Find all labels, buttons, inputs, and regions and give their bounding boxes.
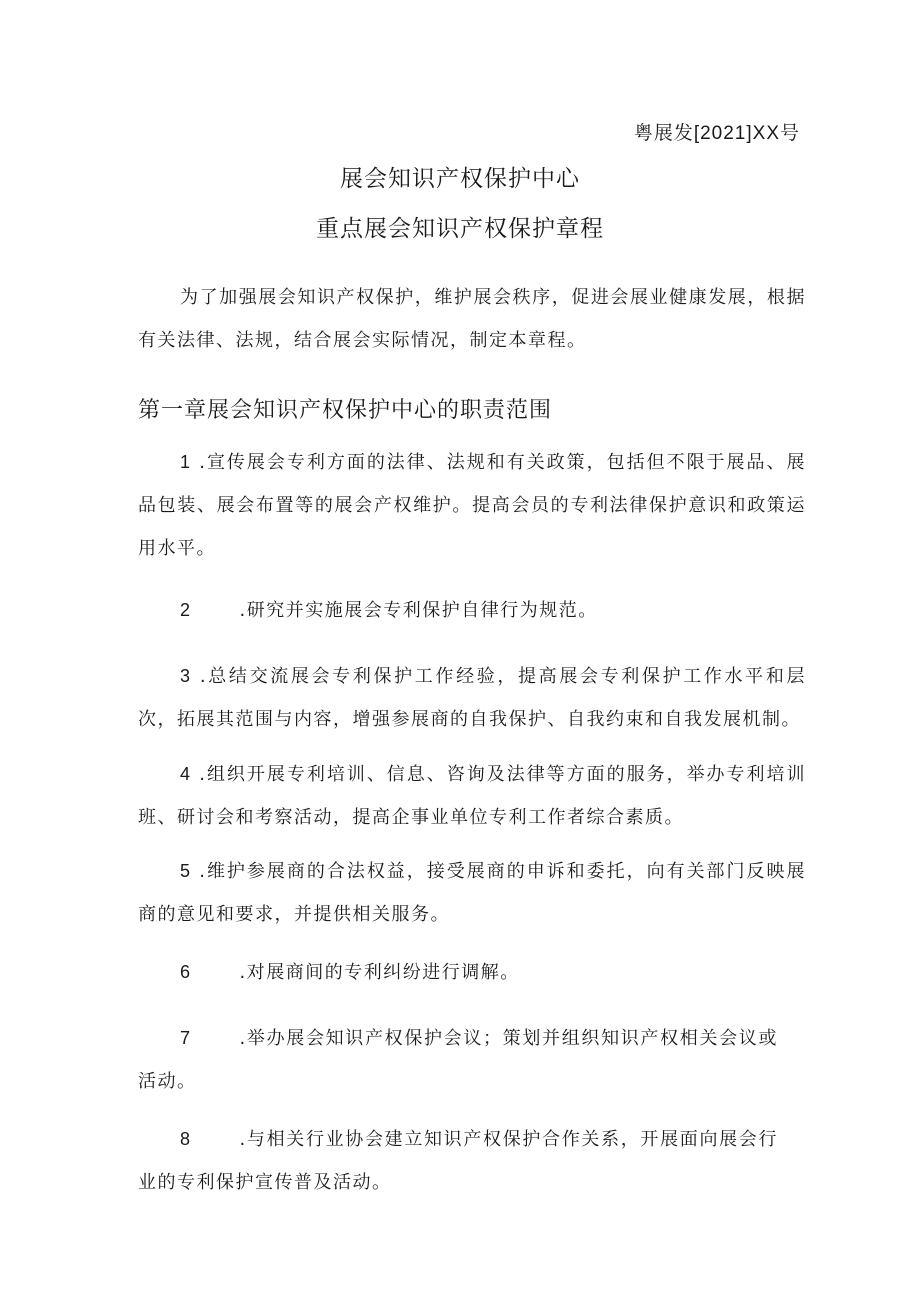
chapter-heading: 第一章展会知识产权保护中心的职责范围 (138, 398, 553, 423)
item-text: .对展商间的专利纠纷进行调解。 (239, 962, 520, 983)
item-text: .研究并实施展会专利保护自律行为规范。 (239, 600, 598, 621)
item-text: .总结交流展会专利保护工作经验，提高展会专利保护工作水平和层次，拓展其范围与内容，增强参展商的自我保护、自我约束和自我发展机制。 (138, 666, 806, 730)
item-number: 2 (180, 600, 192, 620)
list-item (138, 655, 806, 741)
item-number: 6 (180, 962, 192, 982)
item-text: .组织开展专利培训、信息、咨询及法律等方面的服务，举办专利培训班、研讨会和考察活动，提高企事业单位专利工作者综合素质。 (138, 764, 806, 828)
list-item (138, 1017, 778, 1103)
list-item (138, 441, 806, 570)
item-text: .维护参展商的合法权益，接受展商的申诉和委托，向有关部门反映展商的意见和要求，并提供相关服务。 (138, 861, 806, 925)
title-line-1: 展会知识产权保护中心 (340, 166, 580, 192)
list-item (138, 850, 806, 936)
item-number: 5 (180, 861, 192, 881)
document-number: 粤展发[2021]XX号 (633, 123, 800, 144)
item-text: .与相关行业协会建立知识产权保护合作关系，开展面向展会行业的专利保护宣传普及活动。 (138, 1129, 778, 1193)
item-number: 1 (180, 452, 192, 472)
item-number: 4 (180, 764, 192, 784)
item-number: 3 (180, 666, 192, 686)
item-number: 8 (180, 1129, 192, 1149)
title-line-2: 重点展会知识产权保护章程 (316, 216, 604, 242)
list-item (138, 589, 806, 632)
intro-paragraph: 为了加强展会知识产权保护，维护展会秩序，促进会展业健康发展，根据有关法律、法规，结合展会实际情况，制定本章程。 (138, 287, 806, 351)
list-item (138, 753, 806, 839)
item-number: 7 (180, 1028, 192, 1048)
list-item (138, 951, 806, 994)
list-item (138, 1118, 778, 1204)
item-text: .举办展会知识产权保护会议；策划并组织知识产权相关会议或活动。 (138, 1028, 778, 1092)
item-text: .宣传展会专利方面的法律、法规和有关政策，包括但不限于展品、展品包装、展会布置等的展会产权维护。提高会员的专利法律保护意识和政策运用水平。 (138, 452, 806, 559)
